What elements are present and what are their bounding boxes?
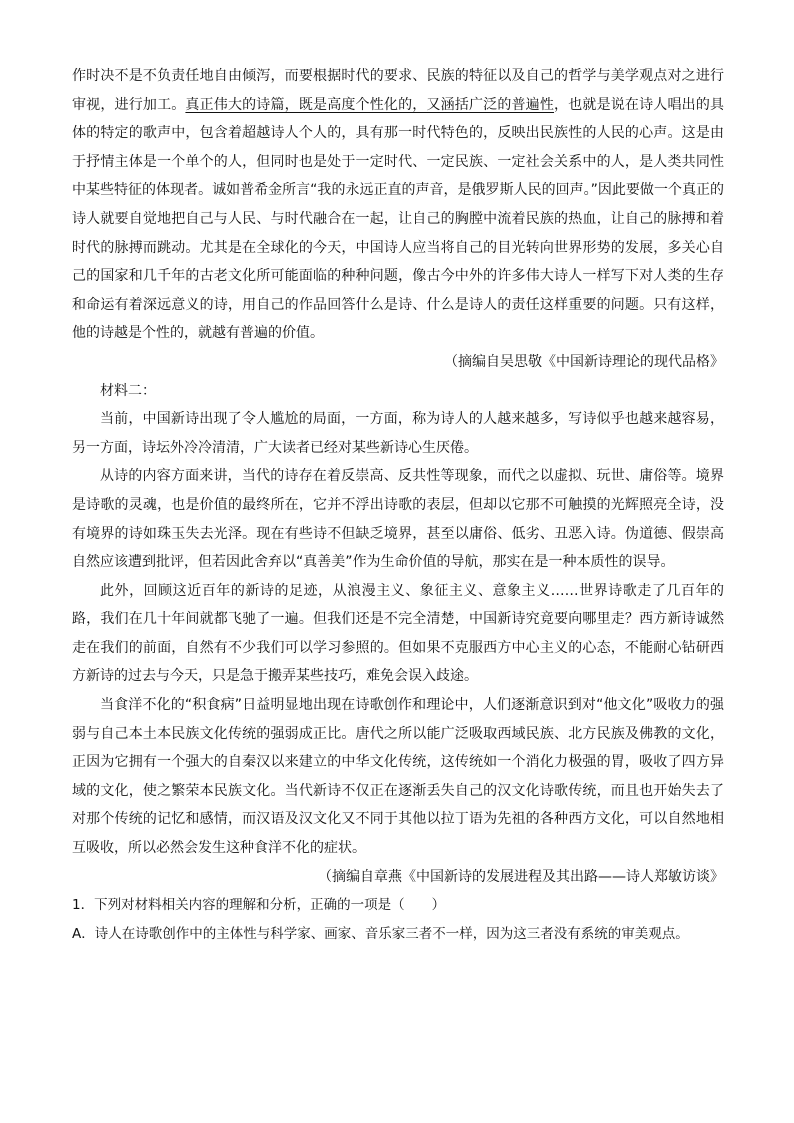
- material-two-label: 材料二：: [100, 382, 156, 399]
- underlined-key-sentence: 真正伟大的诗篇，既是高度个性化的，又涵括广泛的普遍性: [185, 96, 555, 113]
- question-stem: 1．下列对材料相关内容的理解和分析，正确的一项是（ ）: [72, 897, 446, 914]
- source-citation-two: （摘编自章燕《中国新诗的发展进程及其出路——诗人郑敏访谈》: [318, 868, 724, 885]
- material-one-paragraph: [72, 62, 724, 348]
- document-page: [72, 62, 724, 948]
- material-two-paragraph: 此外，回顾这近百年的新诗的足迹，从浪漫主义、象征主义、意象主义……世界诗歌走了几百年的路，我们在几十年间就都飞驰了一遍。但我们还是不完全清楚，中国新诗究竟要向哪里走？西方新诗诚然走在我们的前面，自然有不少我们可以学习参照的。但如果不克服西方中心主义的心态，不能耐心钻研西方新诗的过去与今天，只是急于搬弄某些技巧，难免会误入歧途。: [72, 582, 724, 685]
- material-two-paragraph: 当食洋不化的“积食病”日益明显地出现在诗歌创作和理论中，人们逐渐意识到对“他文化”吸收力的强弱与自己本土本民族文化传统的强弱成正比。唐代之所以能广泛吸取西域民族、北方民族及佛教的文化，正因为它拥有一个强大的自秦汉以来建立的中华文化传统，这传统如一个消化力极强的胃，吸收了四方异域的文化，使之繁荣本民族文化。当代新诗不仅正在逐渐丢失自己的汉文化诗歌传统，而且也开始失去了对那个传统的记忆和感情，而汉语及汉文化又不同于其他以拉丁语为先祖的各种西方文化，可以自然地相互吸收，所以必然会发生这种食洋不化的症状。: [72, 697, 724, 857]
- answer-option-a: A．诗人在诗歌创作中的主体性与科学家、画家、音乐家三者不一样，因为这三者没有系统的审美观点。: [72, 925, 689, 942]
- paragraph-text-after: ，也就是说在诗人唱出的具体的特定的歌声中，包含着超越诗人个人的，具有那一时代特色的，反映出民族性的人民的心声。这是由于抒情主体是一个单个的人，但同时也是处于一定时代、一定民族、一定社会关系中的人，是人类共同性中某些特征的体现者。诚如普希金所言“我的永远正直的声音，是俄罗斯人民的回声。”因此要做一个真正的诗人就要自觉地把自己与人民、与时代融合在一起，让自己的胸膛中流着民族的热血，让自己的脉搏和着时代的脉搏而跳动。尤其是在全球化的今天，中国诗人应当将自己的目光转向世界形势的发展，多关心自己的国家和几千年的古老文化所可能面临的种种问题，像古今中外的许多伟大诗人一样写下对人类的生存和命运有着深远意义的诗，用自己的作品回答什么是诗、什么是诗人的责任这样重要的问题。只有这样，他的诗越是个性的，就越有普遍的价值。: [72, 96, 725, 342]
- source-citation-one: （摘编自吴思敬《中国新诗理论的现代品格》: [444, 353, 724, 370]
- material-two-paragraph: 从诗的内容方面来讲，当代的诗存在着反崇高、反共性等现象，而代之以虚拟、玩世、庸俗等。境界是诗歌的灵魂，也是价值的最终所在，它并不浮出诗歌的表层，但却以它那不可触摸的光辉照亮全诗，没有境界的诗如珠玉失去光泽。现在有些诗不但缺乏境界，甚至以庸俗、低劣、丑恶入诗。伪道德、假崇高自然应该遭到批评，但若因此舍弃以“真善美”作为生命价值的导航，那实在是一种本质性的误导。: [72, 468, 724, 571]
- paragraph-text-before: 作时决不是不负责任地自由倾泻，而要根据时代的要求、民族的特征以及自己的哲学与美学观点对之进行审视，进行加工。: [72, 68, 724, 113]
- material-two-paragraph: 当前，中国新诗出现了令人尴尬的局面，一方面，称为诗人的人越来越多，写诗似乎也越来越容易，另一方面，诗坛外冷冷清清，广大读者已经对某些新诗心生厌倦。: [72, 411, 724, 456]
